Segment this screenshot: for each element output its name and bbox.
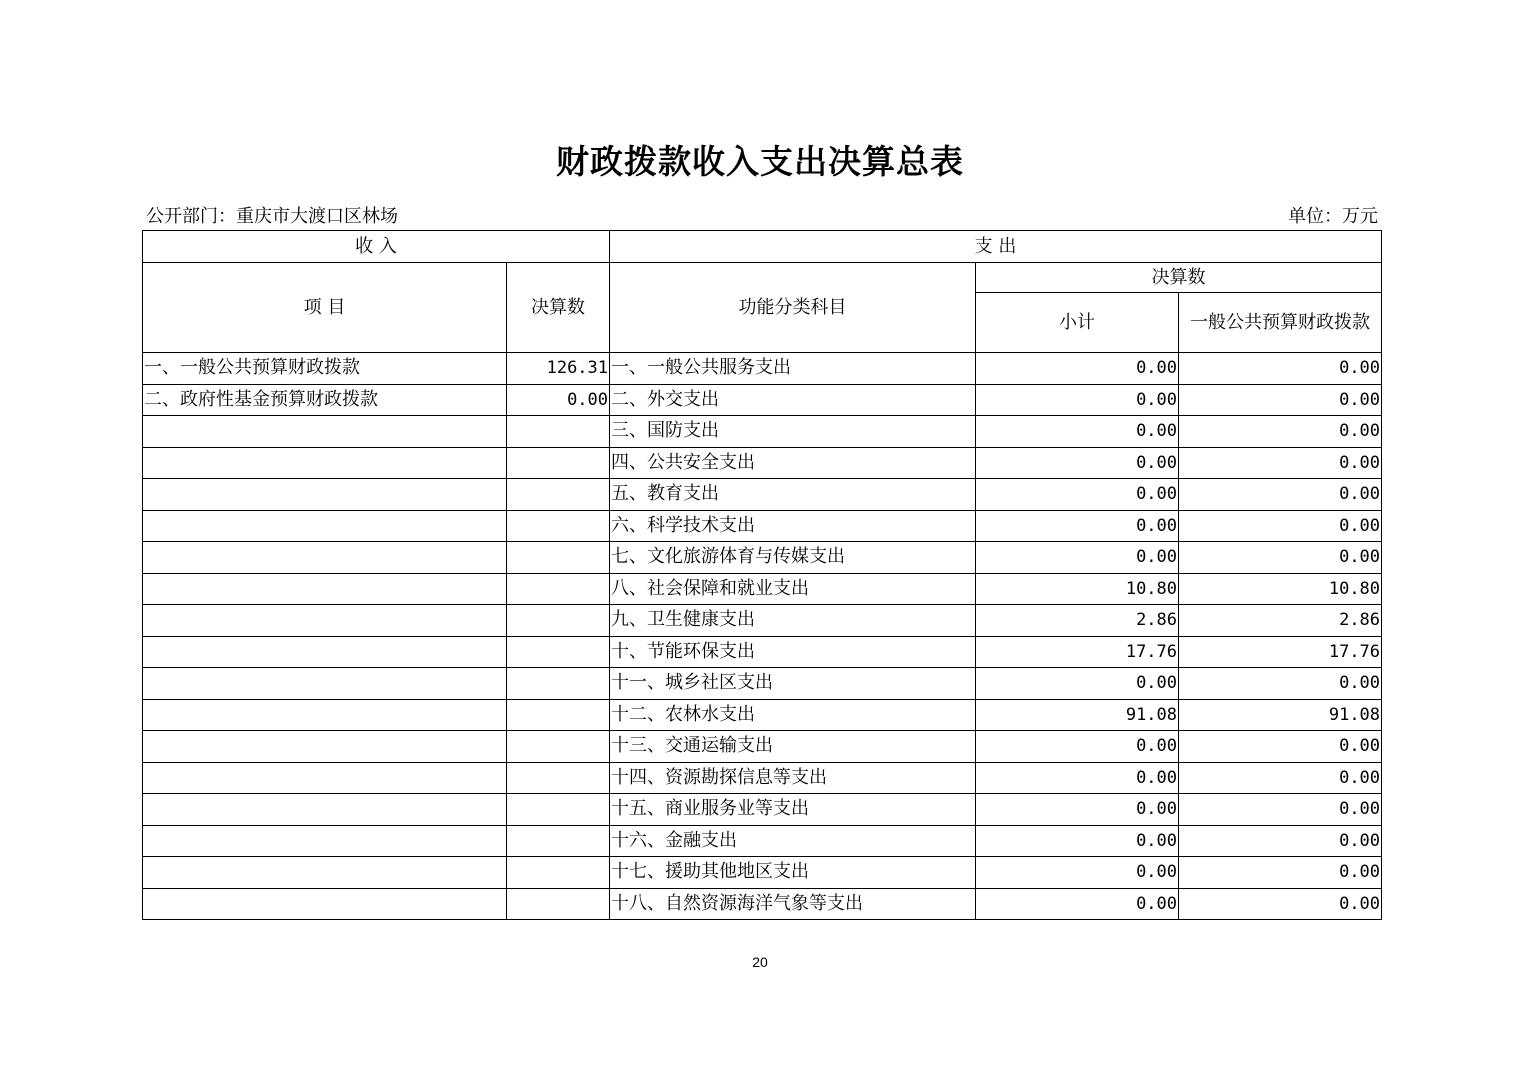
table-row: [143, 510, 1382, 542]
income-amount-cell: [507, 731, 610, 763]
subtotal-cell: 10.80: [976, 573, 1179, 605]
general-budget-header: 一般公共预算财政拨款: [1179, 293, 1382, 353]
general-budget-cell: 0.00: [1179, 479, 1382, 511]
subtotal-cell: 0.00: [976, 416, 1179, 448]
table-row: [143, 479, 1382, 511]
table-row: [143, 636, 1382, 668]
income-item-cell: [143, 636, 507, 668]
general-budget-cell: 0.00: [1179, 510, 1382, 542]
income-amount-cell: [507, 794, 610, 826]
subtotal-cell: 91.08: [976, 699, 1179, 731]
income-item-cell: [143, 857, 507, 889]
table-row: [143, 731, 1382, 763]
expense-item-cell: 十八、自然资源海洋气象等支出: [610, 888, 976, 920]
table-row: [143, 699, 1382, 731]
general-budget-cell: 0.00: [1179, 731, 1382, 763]
income-item-cell: [143, 573, 507, 605]
final-amount-header: 决算数: [976, 263, 1382, 293]
table-row: [143, 825, 1382, 857]
general-budget-cell: 0.00: [1179, 762, 1382, 794]
subtotal-cell: 0.00: [976, 353, 1179, 385]
subtotal-cell: 0.00: [976, 888, 1179, 920]
table-row: [143, 668, 1382, 700]
table-row: [143, 605, 1382, 637]
expense-item-cell: 十五、商业服务业等支出: [610, 794, 976, 826]
expense-item-cell: 八、社会保障和就业支出: [610, 573, 976, 605]
income-amount-cell: [507, 888, 610, 920]
expense-item-cell: 一、一般公共服务支出: [610, 353, 976, 385]
general-budget-cell: 91.08: [1179, 699, 1382, 731]
expense-item-cell: 十四、资源勘探信息等支出: [610, 762, 976, 794]
item-header: 项 目: [143, 263, 507, 353]
expense-item-cell: 四、公共安全支出: [610, 447, 976, 479]
general-budget-cell: 10.80: [1179, 573, 1382, 605]
income-item-cell: [143, 731, 507, 763]
subtotal-cell: 0.00: [976, 762, 1179, 794]
income-amount-cell: [507, 510, 610, 542]
expense-item-cell: 十、节能环保支出: [610, 636, 976, 668]
general-budget-cell: 0.00: [1179, 668, 1382, 700]
income-item-cell: [143, 479, 507, 511]
income-amount-cell: 0.00: [507, 384, 610, 416]
expense-item-cell: 二、外交支出: [610, 384, 976, 416]
general-budget-cell: 2.86: [1179, 605, 1382, 637]
income-item-cell: 一、一般公共预算财政拨款: [143, 353, 507, 385]
subtotal-cell: 0.00: [976, 542, 1179, 574]
func-category-header: 功能分类科目: [610, 263, 976, 353]
income-item-cell: [143, 762, 507, 794]
income-item-cell: [143, 699, 507, 731]
income-item-cell: [143, 542, 507, 574]
general-budget-cell: 0.00: [1179, 353, 1382, 385]
income-amount-cell: [507, 668, 610, 700]
general-budget-cell: 0.00: [1179, 888, 1382, 920]
income-item-cell: [143, 825, 507, 857]
income-amount-cell: [507, 605, 610, 637]
income-amount-cell: [507, 447, 610, 479]
subtotal-cell: 0.00: [976, 668, 1179, 700]
subtotal-cell: 0.00: [976, 479, 1179, 511]
header-row-1: [143, 231, 1382, 263]
subtotal-cell: 0.00: [976, 825, 1179, 857]
income-amount-cell: [507, 636, 610, 668]
subtotal-cell: 0.00: [976, 857, 1179, 889]
income-amount-cell: [507, 857, 610, 889]
income-item-cell: [143, 510, 507, 542]
table-row: [143, 573, 1382, 605]
expense-item-cell: 六、科学技术支出: [610, 510, 976, 542]
general-budget-cell: 0.00: [1179, 384, 1382, 416]
income-amount-cell: [507, 573, 610, 605]
page-title: 财政拨款收入支出决算总表: [556, 142, 964, 181]
expense-header: 支 出: [610, 231, 1382, 263]
income-amount-cell: [507, 762, 610, 794]
table-row: [143, 353, 1382, 385]
table-row: [143, 384, 1382, 416]
expense-item-cell: 七、文化旅游体育与传媒支出: [610, 542, 976, 574]
general-budget-cell: 17.76: [1179, 636, 1382, 668]
subtotal-cell: 2.86: [976, 605, 1179, 637]
general-budget-cell: 0.00: [1179, 825, 1382, 857]
page-number: 20: [752, 954, 768, 970]
income-item-cell: [143, 794, 507, 826]
income-amount-cell: 126.31: [507, 353, 610, 385]
subtotal-cell: 0.00: [976, 447, 1179, 479]
income-item-cell: [143, 605, 507, 637]
general-budget-cell: 0.00: [1179, 416, 1382, 448]
table-row: [143, 888, 1382, 920]
expense-item-cell: 十六、金融支出: [610, 825, 976, 857]
table-row: [143, 762, 1382, 794]
income-item-cell: 二、政府性基金预算财政拨款: [143, 384, 507, 416]
expense-item-cell: 十七、援助其他地区支出: [610, 857, 976, 889]
income-amount-cell: [507, 479, 610, 511]
expense-item-cell: 十二、农林水支出: [610, 699, 976, 731]
subtotal-cell: 0.00: [976, 794, 1179, 826]
income-item-cell: [143, 888, 507, 920]
table-row: [143, 857, 1382, 889]
department-label: 公开部门：重庆市大渡口区林场: [146, 206, 398, 227]
expense-item-cell: 十一、城乡社区支出: [610, 668, 976, 700]
table-row: [143, 794, 1382, 826]
income-header: 收 入: [143, 231, 610, 263]
table-row: [143, 416, 1382, 448]
table-row: [143, 447, 1382, 479]
general-budget-cell: 0.00: [1179, 447, 1382, 479]
expense-item-cell: 五、教育支出: [610, 479, 976, 511]
budget-summary-table: [142, 230, 1382, 920]
income-amount-cell: [507, 825, 610, 857]
subtotal-cell: 0.00: [976, 510, 1179, 542]
income-item-cell: [143, 416, 507, 448]
general-budget-cell: 0.00: [1179, 857, 1382, 889]
expense-item-cell: 九、卫生健康支出: [610, 605, 976, 637]
subtotal-cell: 17.76: [976, 636, 1179, 668]
table-row: [143, 542, 1382, 574]
unit-label: 单位：万元: [1288, 206, 1378, 227]
header-row-2: [143, 263, 1382, 293]
income-item-cell: [143, 447, 507, 479]
subtotal-header: 小计: [976, 293, 1179, 353]
income-amount-cell: [507, 699, 610, 731]
income-amount-cell: [507, 416, 610, 448]
income-amount-cell: [507, 542, 610, 574]
general-budget-cell: 0.00: [1179, 794, 1382, 826]
income-item-cell: [143, 668, 507, 700]
income-amount-header: 决算数: [507, 263, 610, 353]
expense-item-cell: 十三、交通运输支出: [610, 731, 976, 763]
expense-item-cell: 三、国防支出: [610, 416, 976, 448]
subtotal-cell: 0.00: [976, 731, 1179, 763]
subtotal-cell: 0.00: [976, 384, 1179, 416]
general-budget-cell: 0.00: [1179, 542, 1382, 574]
